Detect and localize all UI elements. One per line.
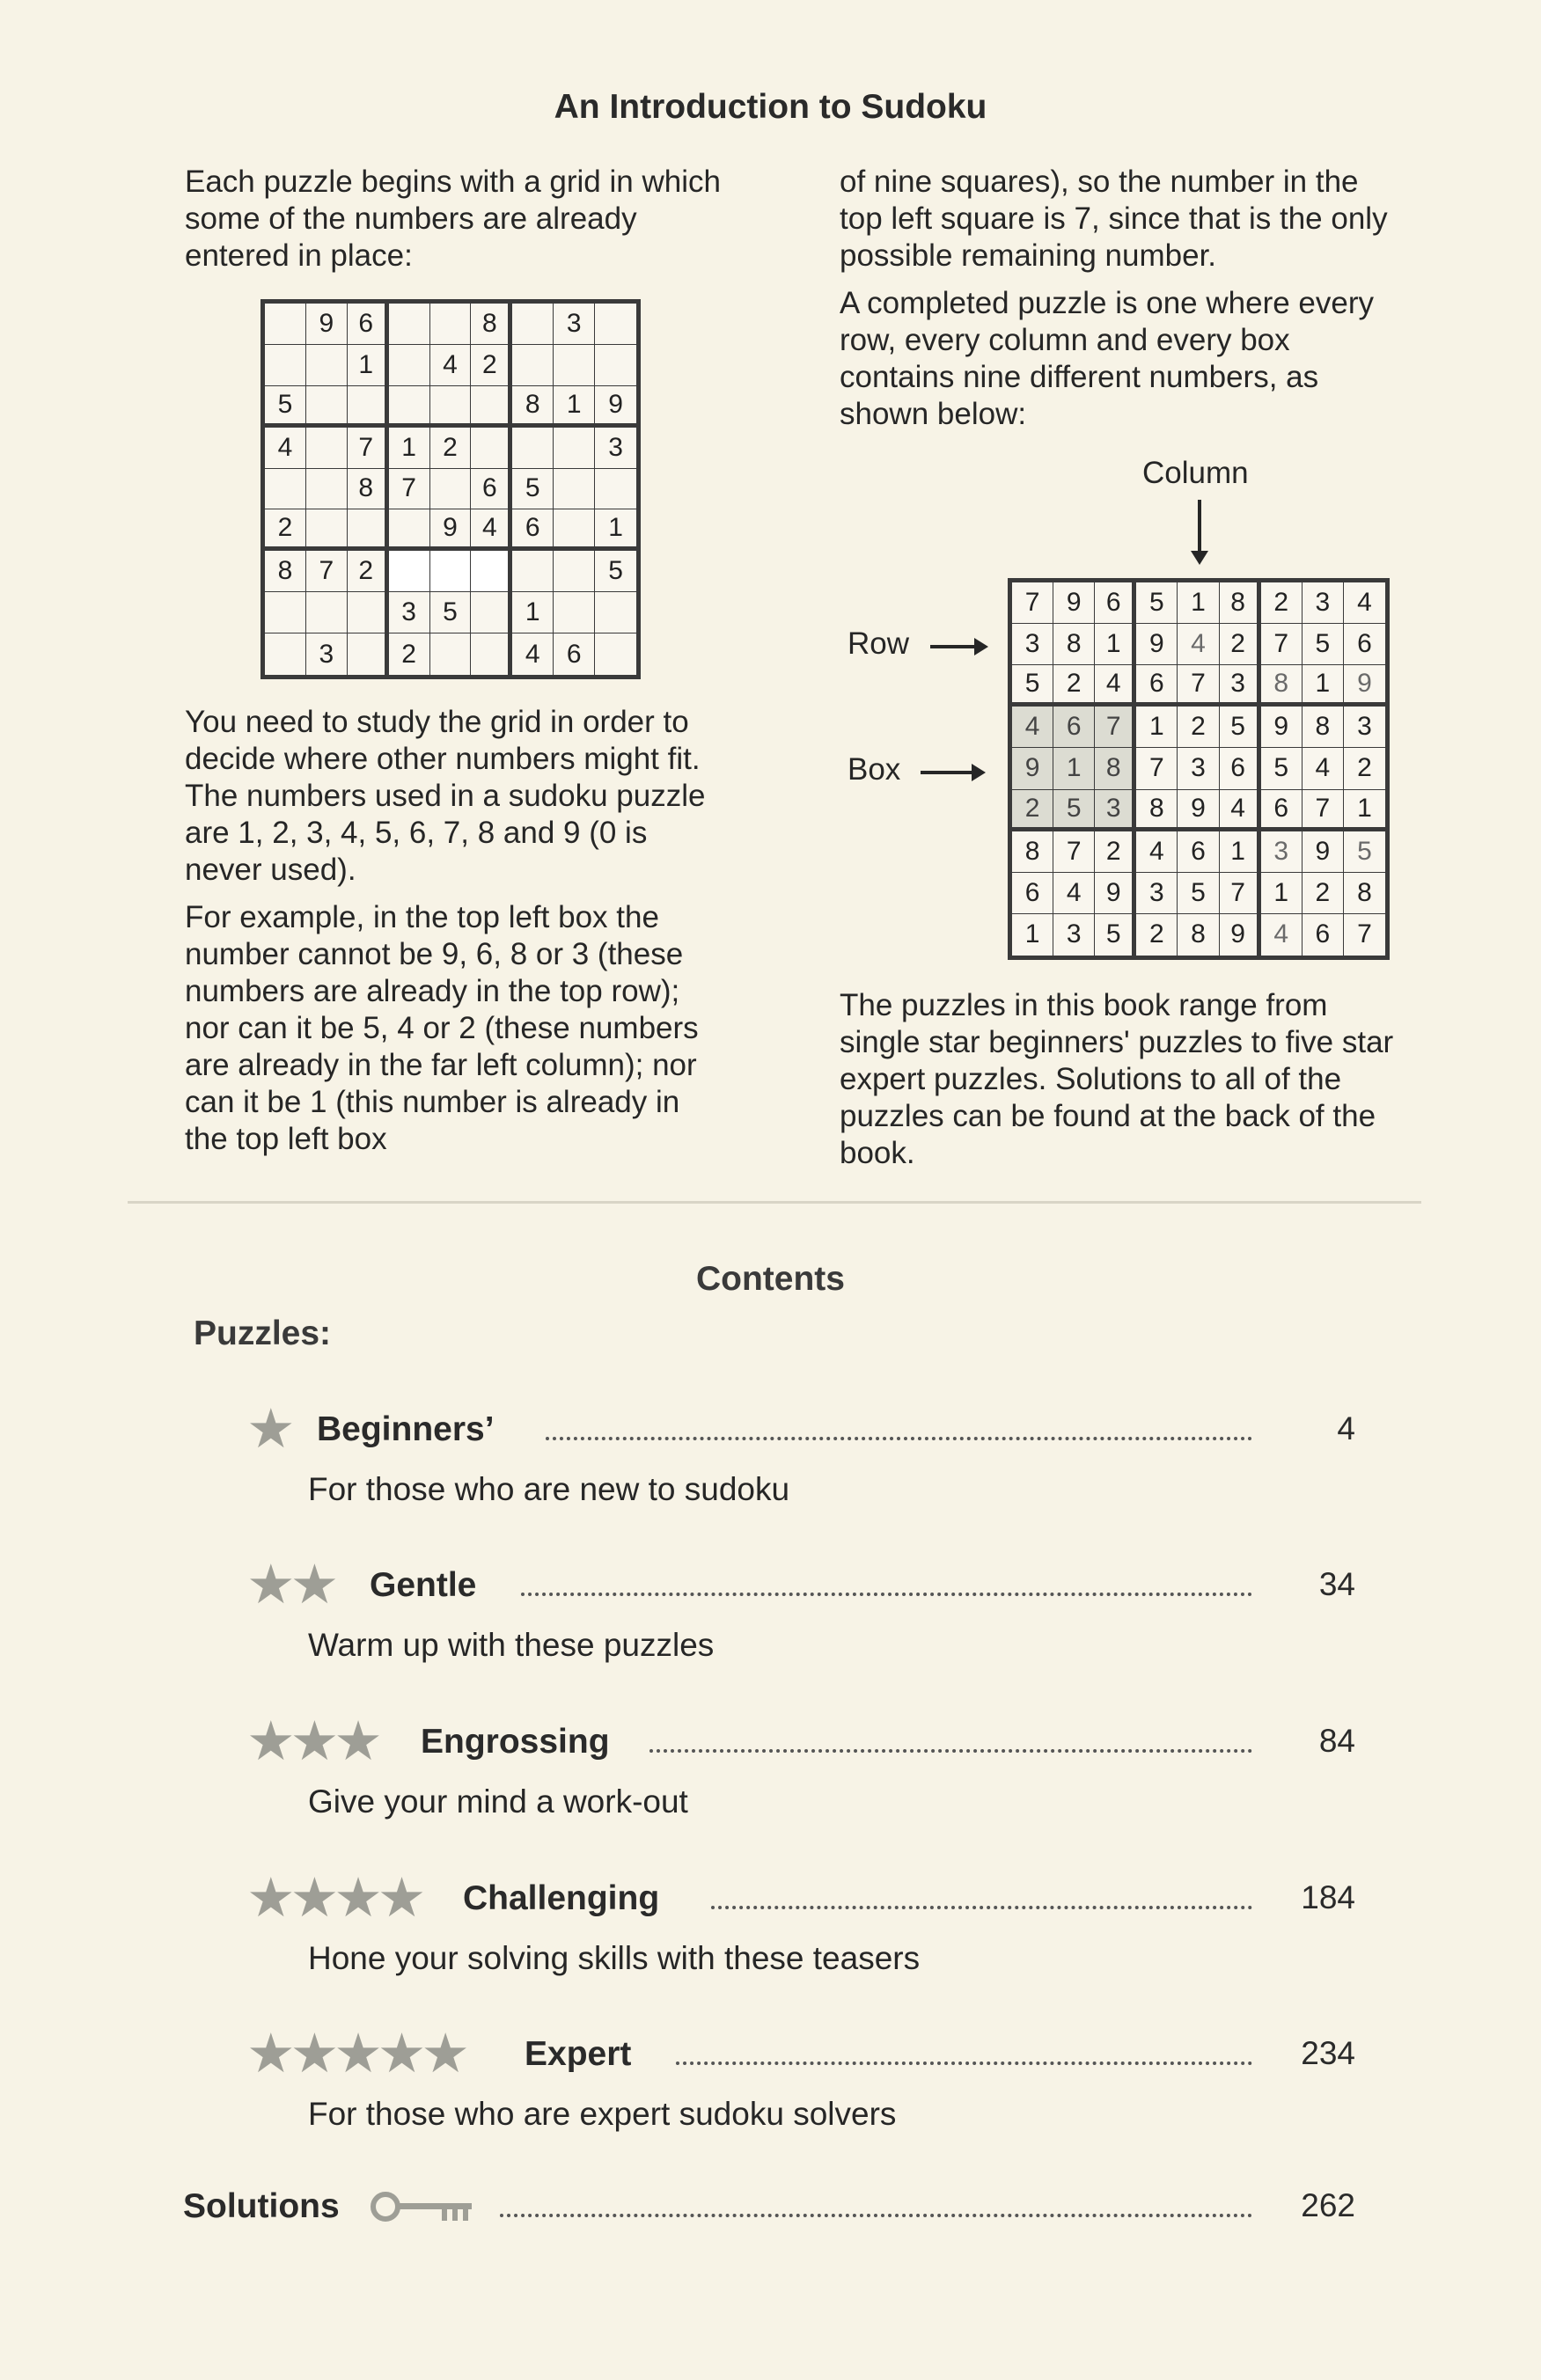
sudoku-cell: 1 <box>1136 707 1178 748</box>
sudoku-cell <box>389 386 430 428</box>
star-icon: ★ <box>246 1399 296 1460</box>
intro-right-paragraphs <box>840 164 1403 443</box>
sudoku-cell: 3 <box>306 633 348 675</box>
row-arrow-icon <box>930 645 976 648</box>
toc-entry-name: Expert <box>525 2035 632 2073</box>
sudoku-cell <box>595 345 636 386</box>
contents-title: Contents <box>696 1260 845 1298</box>
sudoku-cell: 8 <box>1095 748 1136 789</box>
sudoku-cell: 4 <box>1095 665 1136 707</box>
sudoku-cell <box>471 633 512 675</box>
star-icon: ★ <box>421 2024 470 2084</box>
sudoku-cell: 5 <box>512 469 554 510</box>
sudoku-cell: 1 <box>1095 624 1136 665</box>
sudoku-cell: 2 <box>1178 707 1219 748</box>
sudoku-cell: 4 <box>1136 831 1178 873</box>
sudoku-cell: 7 <box>1012 582 1053 624</box>
sudoku-cell <box>265 592 306 633</box>
toc-entry[interactable] <box>0 2024 1541 2084</box>
sudoku-cell: 3 <box>554 304 595 345</box>
star-icon: ★ <box>246 1868 296 1929</box>
sudoku-cell: 2 <box>1261 582 1303 624</box>
sudoku-cell: 4 <box>471 509 512 551</box>
intro-left-paragraph-1 <box>185 164 730 285</box>
sudoku-cell <box>595 592 636 633</box>
sudoku-cell: 1 <box>1303 665 1344 707</box>
toc-entry-name: Challenging <box>463 1879 660 1917</box>
sudoku-cell: 1 <box>389 428 430 469</box>
sudoku-cell: 4 <box>430 345 472 386</box>
sudoku-cell: 3 <box>389 592 430 633</box>
sudoku-cell <box>471 551 512 592</box>
sudoku-cell: 9 <box>1095 873 1136 914</box>
sudoku-cell: 3 <box>1136 873 1178 914</box>
sudoku-cell: 9 <box>1261 707 1303 748</box>
sudoku-cell <box>471 592 512 633</box>
sudoku-cell: 9 <box>1344 665 1385 707</box>
star-icon: ★ <box>290 1555 340 1615</box>
sudoku-cell: 8 <box>471 304 512 345</box>
toc-page-number: 84 <box>1318 1723 1355 1759</box>
sudoku-cell: 5 <box>430 592 472 633</box>
paragraph: The puzzles in this book range from single star beginners' puzzles to five star expert puzzles. Solutions to all of the puzzles can be found at the back of the book. <box>840 988 1394 1170</box>
sudoku-cell <box>306 345 348 386</box>
star-icon: ★ <box>377 2024 427 2084</box>
sudoku-cell <box>265 469 306 510</box>
sudoku-cell <box>512 428 554 469</box>
toc-leader-dots <box>546 1437 1252 1440</box>
sudoku-cell: 8 <box>512 386 554 428</box>
sudoku-cell <box>389 551 430 592</box>
sudoku-cell: 8 <box>1136 790 1178 831</box>
sudoku-cell <box>265 633 306 675</box>
sudoku-cell: 3 <box>1095 790 1136 831</box>
sudoku-cell <box>430 469 472 510</box>
toc-leader-dots <box>500 2214 1252 2217</box>
sudoku-cell: 9 <box>1012 748 1053 789</box>
sudoku-cell: 1 <box>1220 831 1261 873</box>
completed-puzzle-grid <box>1008 578 1390 960</box>
sudoku-cell <box>430 551 472 592</box>
sudoku-cell <box>265 345 306 386</box>
sudoku-cell: 1 <box>554 386 595 428</box>
paragraph: A completed puzzle is one where every row, every column and every box contains nine different numbers, as shown below: <box>840 286 1374 431</box>
sudoku-cell: 2 <box>1344 748 1385 789</box>
sudoku-cell: 5 <box>1344 831 1385 873</box>
sudoku-cell: 7 <box>1136 748 1178 789</box>
sudoku-cell: 5 <box>1012 665 1053 707</box>
sudoku-cell: 3 <box>1012 624 1053 665</box>
sudoku-cell: 8 <box>1053 624 1095 665</box>
sudoku-cell: 5 <box>1220 707 1261 748</box>
column-label: Column <box>1142 456 1249 490</box>
sudoku-cell: 3 <box>1344 707 1385 748</box>
key-icon <box>368 2191 475 2226</box>
sudoku-cell: 8 <box>348 469 389 510</box>
sudoku-cell: 7 <box>1220 873 1261 914</box>
star-icon: ★ <box>246 2024 296 2084</box>
row-label: Row <box>848 626 910 661</box>
sudoku-cell: 5 <box>265 386 306 428</box>
sudoku-cell: 8 <box>1012 831 1053 873</box>
star-icon: ★ <box>377 1868 427 1929</box>
toc-entry-name: Engrossing <box>421 1723 610 1761</box>
star-icon: ★ <box>246 1711 296 1772</box>
sudoku-cell <box>348 633 389 675</box>
star-icon: ★ <box>334 1868 383 1929</box>
sudoku-cell: 7 <box>1178 665 1219 707</box>
sudoku-cell: 4 <box>1012 707 1053 748</box>
sudoku-cell: 4 <box>1220 790 1261 831</box>
sudoku-cell: 7 <box>1303 790 1344 831</box>
sudoku-cell: 1 <box>348 345 389 386</box>
sudoku-cell: 6 <box>1261 790 1303 831</box>
sudoku-cell: 5 <box>1303 624 1344 665</box>
sudoku-cell <box>430 386 472 428</box>
sudoku-cell: 1 <box>1053 748 1095 789</box>
sudoku-cell: 4 <box>1261 914 1303 956</box>
puzzles-label: Puzzles: <box>194 1314 332 1352</box>
intro-right-closing-paragraph <box>840 987 1403 1183</box>
sudoku-cell <box>554 592 595 633</box>
sudoku-cell <box>554 509 595 551</box>
sudoku-cell: 9 <box>1053 582 1095 624</box>
star-icon: ★ <box>246 1555 296 1615</box>
section-divider <box>128 1201 1421 1204</box>
sudoku-cell <box>306 592 348 633</box>
paragraph: of nine squares), so the number in the top left square is 7, since that is the only possible remaining number. <box>840 165 1388 273</box>
sudoku-cell: 2 <box>1095 831 1136 873</box>
difficulty-stars <box>246 1711 383 1772</box>
sudoku-cell: 2 <box>1303 873 1344 914</box>
sudoku-cell: 6 <box>348 304 389 345</box>
sudoku-cell: 4 <box>1344 582 1385 624</box>
sudoku-cell: 3 <box>1261 831 1303 873</box>
sudoku-cell: 6 <box>512 509 554 551</box>
sudoku-cell <box>512 551 554 592</box>
star-icon: ★ <box>290 1868 340 1929</box>
sudoku-cell: 1 <box>1178 582 1219 624</box>
sudoku-cell: 6 <box>1178 831 1219 873</box>
toc-page-number: 234 <box>1301 2035 1355 2071</box>
sudoku-cell: 1 <box>1344 790 1385 831</box>
star-icon: ★ <box>334 2024 383 2084</box>
toc-entry[interactable] <box>0 1555 1541 1615</box>
sudoku-cell: 6 <box>554 633 595 675</box>
sudoku-cell <box>512 304 554 345</box>
sudoku-cell: 1 <box>512 592 554 633</box>
sudoku-cell <box>348 592 389 633</box>
star-icon: ★ <box>290 2024 340 2084</box>
sudoku-cell <box>348 386 389 428</box>
box-label: Box <box>848 752 901 787</box>
star-icon: ★ <box>290 1711 340 1772</box>
sudoku-cell: 5 <box>1178 873 1219 914</box>
sudoku-cell: 5 <box>1136 582 1178 624</box>
sudoku-cell <box>389 304 430 345</box>
sudoku-cell: 8 <box>1303 707 1344 748</box>
intro-left-paragraphs <box>185 704 730 1168</box>
sudoku-cell <box>348 509 389 551</box>
sudoku-cell <box>512 345 554 386</box>
sudoku-cell: 9 <box>1220 914 1261 956</box>
sudoku-cell: 9 <box>595 386 636 428</box>
sudoku-cell: 4 <box>512 633 554 675</box>
sudoku-cell: 6 <box>1136 665 1178 707</box>
sudoku-cell: 8 <box>265 551 306 592</box>
sudoku-cell: 2 <box>348 551 389 592</box>
sudoku-cell: 2 <box>430 428 472 469</box>
sudoku-cell: 5 <box>595 551 636 592</box>
sudoku-cell: 7 <box>348 428 389 469</box>
toc-leader-dots <box>711 1906 1252 1909</box>
sudoku-cell <box>554 551 595 592</box>
sudoku-cell: 4 <box>1053 873 1095 914</box>
sudoku-cell <box>595 633 636 675</box>
paragraph: You need to study the grid in order to decide where other numbers might fit. The numbers used in a sudoku puzzle are 1, 2, 3, 4, 5, 6, 7, 8 and 9 (0 is never used). <box>185 705 706 887</box>
sudoku-cell: 1 <box>595 509 636 551</box>
toc-leader-dots <box>649 1749 1252 1753</box>
sudoku-cell <box>595 469 636 510</box>
sudoku-cell: 5 <box>1095 914 1136 956</box>
sudoku-cell: 3 <box>1303 582 1344 624</box>
toc-entry[interactable] <box>0 1868 1541 1929</box>
toc-leader-dots <box>676 2061 1252 2065</box>
toc-entry[interactable] <box>0 1399 1541 1460</box>
sudoku-cell: 6 <box>1095 582 1136 624</box>
sudoku-cell <box>389 345 430 386</box>
paragraph: Each puzzle begins with a grid in which some of the numbers are already entered in place: <box>185 165 721 273</box>
sudoku-cell: 6 <box>471 469 512 510</box>
sudoku-cell: 9 <box>1303 831 1344 873</box>
sudoku-cell: 6 <box>1012 873 1053 914</box>
difficulty-stars <box>246 1555 340 1615</box>
sudoku-cell: 7 <box>389 469 430 510</box>
sudoku-cell <box>306 386 348 428</box>
sudoku-cell: 9 <box>430 509 472 551</box>
sudoku-cell: 7 <box>1261 624 1303 665</box>
sudoku-cell: 7 <box>306 551 348 592</box>
toc-entry-name: Beginners’ <box>317 1410 495 1448</box>
sudoku-cell <box>471 386 512 428</box>
toc-entry-name: Gentle <box>370 1566 477 1604</box>
sudoku-cell: 6 <box>1303 914 1344 956</box>
difficulty-stars <box>246 2024 470 2084</box>
sudoku-cell: 3 <box>1053 914 1095 956</box>
sudoku-cell <box>306 509 348 551</box>
toc-entry-name: Solutions <box>183 2187 340 2225</box>
sudoku-cell: 6 <box>1220 748 1261 789</box>
sudoku-cell: 6 <box>1344 624 1385 665</box>
sudoku-cell: 2 <box>389 633 430 675</box>
toc-entry-description: Hone your solving skills with these teasers <box>308 1940 921 1976</box>
sudoku-cell: 2 <box>471 345 512 386</box>
sudoku-cell: 4 <box>265 428 306 469</box>
sudoku-cell <box>471 428 512 469</box>
sudoku-cell: 9 <box>306 304 348 345</box>
sudoku-cell <box>306 469 348 510</box>
toc-entry-description: Give your mind a work-out <box>308 1783 688 1820</box>
sudoku-cell: 2 <box>1012 790 1053 831</box>
sudoku-cell: 3 <box>1220 665 1261 707</box>
toc-entry[interactable] <box>0 1711 1541 1772</box>
sudoku-cell: 5 <box>1053 790 1095 831</box>
sudoku-cell: 2 <box>1053 665 1095 707</box>
sudoku-cell: 1 <box>1261 873 1303 914</box>
toc-entry-description: Warm up with these puzzles <box>308 1627 715 1663</box>
example-puzzle-grid <box>261 299 641 679</box>
sudoku-cell: 7 <box>1095 707 1136 748</box>
sudoku-cell: 2 <box>1220 624 1261 665</box>
paragraph: For example, in the top left box the number cannot be 9, 6, 8 or 3 (these numbers are already in the top row); nor can it be 5, 4 or 2 (these numbers are already in the far left column); nor can it be 1 (this number is already in the top left box <box>185 900 699 1156</box>
toc-entry-description: For those who are expert sudoku solvers <box>308 2096 897 2132</box>
sudoku-cell: 3 <box>1178 748 1219 789</box>
sudoku-cell: 4 <box>1303 748 1344 789</box>
toc-page-number: 34 <box>1318 1566 1355 1602</box>
sudoku-cell: 6 <box>1053 707 1095 748</box>
star-icon: ★ <box>334 1711 383 1772</box>
intro-title: An Introduction to Sudoku <box>554 88 987 126</box>
sudoku-cell <box>430 304 472 345</box>
sudoku-cell: 9 <box>1136 624 1178 665</box>
sudoku-cell: 8 <box>1178 914 1219 956</box>
sudoku-cell <box>554 428 595 469</box>
sudoku-cell: 4 <box>1178 624 1219 665</box>
toc-page-number: 4 <box>1337 1410 1355 1446</box>
sudoku-cell: 8 <box>1220 582 1261 624</box>
sudoku-cell <box>554 345 595 386</box>
sudoku-cell: 1 <box>1012 914 1053 956</box>
sudoku-cell: 2 <box>265 509 306 551</box>
column-arrow-icon <box>1198 500 1201 553</box>
sudoku-cell: 2 <box>1136 914 1178 956</box>
sudoku-cell <box>306 428 348 469</box>
sudoku-cell <box>430 633 472 675</box>
sudoku-cell: 7 <box>1357 919 1372 949</box>
difficulty-stars <box>246 1868 427 1929</box>
toc-entry-solutions[interactable] <box>0 2180 1541 2233</box>
difficulty-stars <box>246 1399 296 1460</box>
toc-page-number: 262 <box>1301 2187 1355 2223</box>
sudoku-cell: 5 <box>1261 748 1303 789</box>
sudoku-cell <box>595 304 636 345</box>
sudoku-cell <box>389 509 430 551</box>
sudoku-cell <box>554 469 595 510</box>
toc-leader-dots <box>521 1593 1252 1596</box>
toc-entry-description: For those who are new to sudoku <box>308 1471 790 1507</box>
sudoku-cell: 8 <box>1344 873 1385 914</box>
sudoku-cell: 9 <box>1178 790 1219 831</box>
toc-page-number: 184 <box>1301 1879 1355 1915</box>
sudoku-cell <box>265 304 306 345</box>
sudoku-cell: 8 <box>1261 665 1303 707</box>
box-arrow-icon <box>921 771 973 774</box>
sudoku-cell: 3 <box>595 428 636 469</box>
sudoku-cell: 7 <box>1053 831 1095 873</box>
